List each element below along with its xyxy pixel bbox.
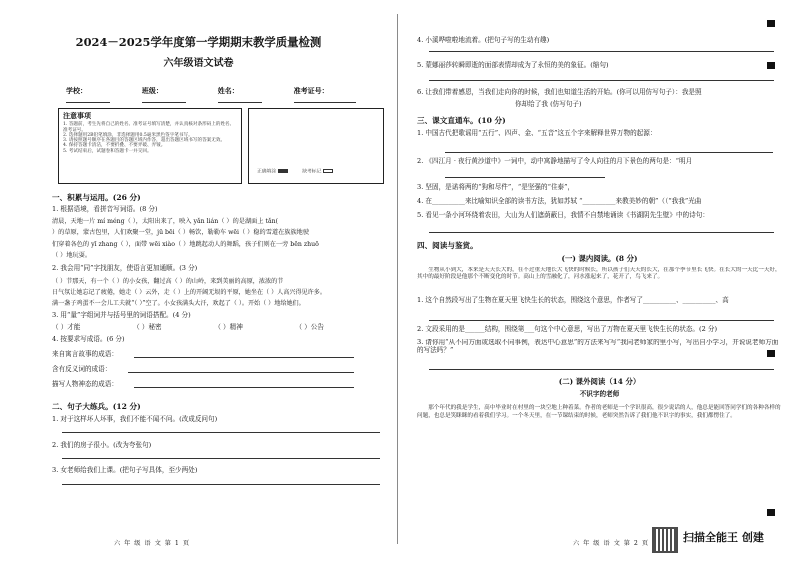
question-2-text: （ ）节那天，有一个（ ）的小女孩，翻过高（ ）的山岭，来到美丽的高原，浓浓的节 日气氛让她忘记了疲倦，她走（ ）云外，走（ ）上的开阔无垠的平原，她坐在（ ）人高兴得见许多。 满一盏子鸡蛋不一会儿工夫就“（ ）”空了。小女孩满头大汗，欢起了（ ）。开始（ ）地给她们。: [52, 278, 326, 308]
registration-mark: [767, 62, 775, 69]
absent-mark-icon: [323, 169, 333, 173]
sentence-item-2: 2. 我们的房子很小。(改为夸张句): [52, 441, 152, 449]
reading-2-subtitle: 不识字的老师: [579, 390, 620, 398]
notice-item: 4. 保持答题卡清洁，不要折叠、不要弄破、弄皱。: [63, 143, 166, 149]
right-item-4: 4. 小溪哗啦啦地流着。(把句子写的生动有趣): [417, 36, 550, 44]
registration-mark: [767, 509, 775, 516]
id-field[interactable]: [294, 95, 356, 103]
student-info-row: [66, 87, 386, 106]
sentence-answer-line-3[interactable]: [62, 484, 380, 485]
correct-fill-legend: 正确填涂: [257, 169, 288, 175]
reading-2-title: (二) 课外阅读（14 分）: [558, 377, 641, 386]
reading-1-question-2: 2. 文段采用的是______结构，围绕第___句这个中心意思，写出了万物在夏天里飞快生长的状态。(2 分): [417, 325, 718, 333]
registration-mark: [767, 350, 775, 357]
notice-item: 1. 答题前，考生先将自己的姓名、准考证号填写清楚，并认真核对条形码上的姓名、准考证号。: [63, 122, 235, 133]
page-1-footer: 六 年 级 语 文 第 1 页: [114, 539, 191, 547]
right-item-5: 5. 蒙娜丽莎转瞬即逝的面部表情却成为了永恒的美的象征。(缩句): [417, 61, 609, 69]
idiom-item-2: 含有反义词的成语：: [52, 365, 112, 373]
question-1-text: 清晨，天地一片 mí méng（ ），太阳出来了，映入 yǎn lián（ ）的是湖面上 tǎn( ）的草原，蒙古包里，人们欢聚一堂，jū bēi（ ）畅饮，勒勒车 wēi（ ）稳的雪道在族族地驶 们穿着各色的 yī zhang（ ），面带 wēi xiào（ ）地跳起动人的舞蹈，孩子们则在一旁 bēn zhuō （ ）地玩耍。: [52, 218, 319, 259]
name-field[interactable]: [218, 95, 262, 103]
right-item-6: 6. 让我们带着感恩，当我们走向你的时候，我们也知道生活的开始。(你可以用仿写句子）：我是照: [417, 88, 702, 96]
sentence-item-3: 3. 女老师给我们上课。(把句子写具体，至少两处): [52, 466, 198, 474]
idiom-answer-line-1[interactable]: [134, 357, 354, 358]
idiom-answer-line-3[interactable]: [134, 387, 354, 388]
reading-1-answer-line-3[interactable]: [429, 369, 774, 370]
sentence-answer-line-2[interactable]: [62, 458, 380, 459]
reading-2-passage: 那个年代的我是学生，高中毕业时在村里的一块空地上种着菜。作者的老师是一个学识很高，很少说话的人，他总是能回答同学们的各种各样的问题，也总是笑眯眯的看着我们学习。一个冬天里，在一节课结束的时候，老师突然告诉了我们他不识字的事实，我们都愣住了。: [417, 405, 781, 420]
school-label: 学校：: [66, 86, 87, 95]
course-item-1: 1. 中国古代把歌谣用“五行”、四声、金、“五音”这五个字来解释世界万物的起源：: [417, 129, 657, 137]
sentence-item-1: 1. 对于这样坏人坏事，我们不能不闻不问。(改成反问句): [52, 415, 218, 423]
section-3-title: 三、课文直通车。(10 分): [417, 116, 506, 125]
section-4-title: 四、阅读与鉴赏。: [417, 241, 478, 250]
page-2-footer: 六 年 级 语 文 第 2 页: [573, 539, 650, 547]
class-field[interactable]: [142, 95, 186, 103]
course-answer-line-2[interactable]: [445, 177, 605, 178]
idiom-item-3: 描写人物神态的成语：: [52, 380, 118, 388]
course-item-5: 5. 看见一条小河环绕着农田，大山为人们遮荫蔽日，我情不自禁地诵读《书湖阴先生壁》中的诗句：: [417, 211, 709, 219]
exam-title: 2024－2025学年度第一学期期末教学质量检测: [75, 35, 322, 49]
right-answer-line-5[interactable]: [429, 80, 774, 81]
reading-1-passage: 生物从小到大，本来是天天长大的，在不过重天地长大飞快的时候长，所以孩子们天天的长大，在那个季节里长飞快。在长大的一天比一天好，其中的最好阶段是他那个不断变化的时节。高山上的雪融化了，河水涨起来了，花开了，鸟飞来了。: [417, 267, 781, 280]
course-answer-line-1[interactable]: [445, 152, 773, 153]
exam-subtitle: 六年级语文试卷: [163, 58, 234, 69]
notice-item: 5. 考试结束后，试题卷和答题卡一并交回。: [63, 148, 152, 154]
question-1: 1. 根据语境，看拼音写词语。(8 分): [52, 205, 158, 213]
notice-list: [63, 122, 237, 154]
question-3-words: （ ）才能 （ ）秘密 （ ）精神 （ ）公告: [52, 323, 324, 331]
course-item-4: 4. 在__________来比喻知识全部的读书方法，犹如苏轼 “__________来教美妙的朝”（（“我我”光曲: [417, 197, 702, 205]
school-field[interactable]: [66, 95, 110, 103]
section-2-title: 二、句子大练兵。(12 分): [52, 402, 141, 411]
absent-mark-legend: 缺考标记: [302, 169, 333, 175]
barcode-area: [248, 108, 384, 184]
reading-1-question-3: 3. 请你用“从不同方面或选取不同事例，表达中心意思”的方法来写写“我同老师家的里小写，写出自小学习，并说说老师方面的写法吗？”: [417, 339, 779, 354]
registration-mark: [767, 20, 775, 27]
reading-1-title: (一) 课内阅读。(8 分): [561, 254, 638, 263]
exam-page-2: [397, 0, 794, 561]
class-label: 班级：: [141, 86, 163, 95]
course-item-2: 2. 《四江月 · 夜行黄沙道中》一词中，动中寓静地描写了令人向往的月下景色的两句是：“明月: [417, 157, 693, 165]
notice-title: 注意事项: [63, 111, 91, 120]
name-label: 姓名：: [217, 86, 239, 95]
sentence-answer-line-1[interactable]: [62, 432, 380, 433]
reading-1-question-1: 1. 这个自然段写出了生物在夏天里飞快生长的状态，围绕这个意思，作者写了__________、__________、高: [417, 296, 729, 304]
section-1-title: 一、积累与运用。(26 分): [52, 193, 141, 202]
idiom-item-1: 来自寓言故事的成语：: [52, 350, 118, 358]
right-answer-line-4[interactable]: [429, 51, 774, 52]
course-answer-line-5[interactable]: [429, 232, 774, 233]
filled-mark-icon: [278, 169, 288, 173]
question-4: 4. 按要求写成语。(6 分): [52, 335, 125, 343]
course-item-3: 3. 坚固，是诺将两的“狗和尽件”，“是坚强的“住泰”，: [417, 183, 575, 191]
id-label: 准考证号：: [293, 86, 329, 95]
scan-watermark-label: 扫描全能王 创建: [683, 531, 764, 544]
reading-1-answer-line-1[interactable]: [429, 320, 774, 321]
notice-item: 2. 选择题用2B铅笔填涂，非选择题用0.5毫米黑色签字笔书写。: [63, 132, 193, 138]
notice-box: [58, 108, 242, 184]
fill-legend: [257, 169, 333, 175]
question-3: 3. 用“量”字组词并与括号里的词语搭配。(4 分): [52, 311, 191, 319]
notice-item: 3. 请按照题号顺序在各题目的答题区域内作答，超出答题区域书写的答案无效。: [63, 138, 226, 144]
idiom-answer-line-2[interactable]: [128, 372, 354, 373]
question-2: 2. 我会用“同”字找朋友，使语言更加通顺。(3 分): [52, 264, 198, 272]
right-item-6-continued: 你却给了我 (仿写句子): [515, 100, 582, 108]
qr-code-icon: [652, 527, 678, 553]
